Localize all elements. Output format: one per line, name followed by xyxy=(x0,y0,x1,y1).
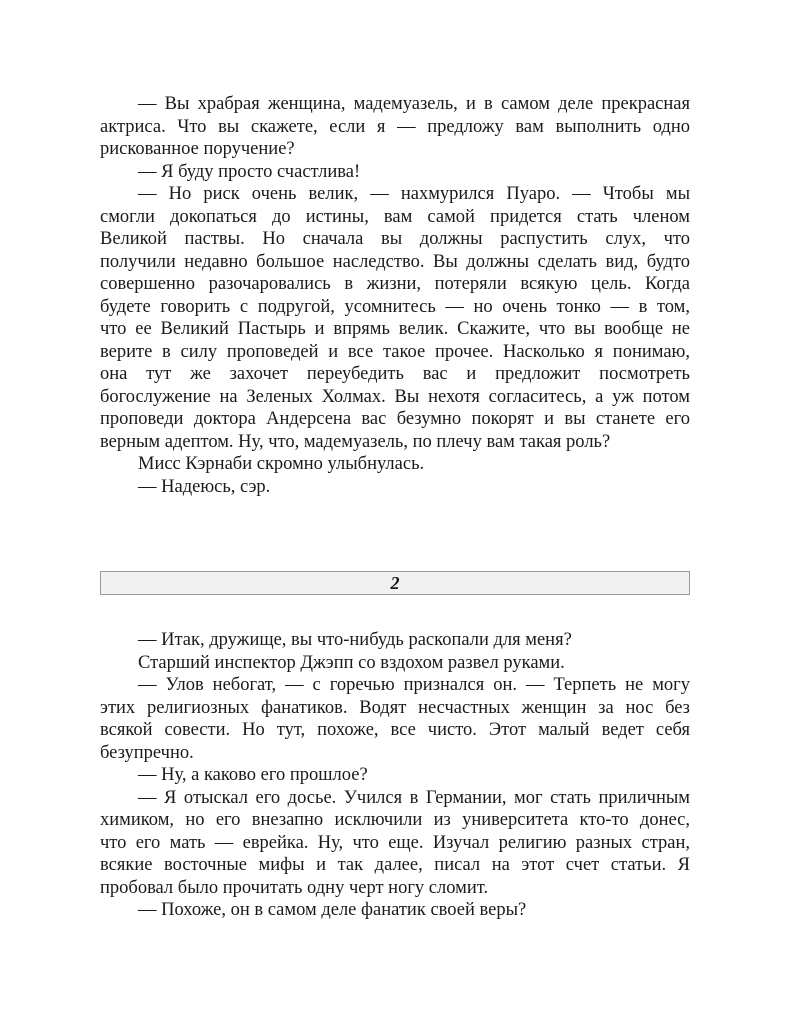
text-line: — Итак, дружище, вы что-нибудь раскопали для меня? xyxy=(138,630,572,650)
text-line: этих религиозных фанатиков. Водят несчастных женщин за нос без xyxy=(100,697,690,718)
text-line: Великой паствы. Но сначала вы должны распустить слух, что xyxy=(100,229,690,249)
text-line: всякой совести. Но тут, похоже, все чисто. Этот малый ведет себя xyxy=(100,720,690,740)
text-line: химиком, но его внезапно исключили из университета кто-то донес, xyxy=(100,810,690,830)
paragraph xyxy=(100,674,690,764)
text-line: проповеди доктора Андерсена вас безумно покорят и вы станете его xyxy=(100,409,690,429)
text-line: всякие восточные мифы и так далее, писал на этот счет статьи. Я xyxy=(100,855,690,875)
paragraph xyxy=(100,453,690,476)
text-line: смогли докопаться до истины, вам самой придется стать членом xyxy=(100,206,690,227)
text-line: — Ну, а каково его прошлое? xyxy=(138,765,368,785)
text-line: — Похоже, он в самом деле фанатик своей веры? xyxy=(138,900,527,920)
text-line: — Надеюсь, сэр. xyxy=(138,476,271,497)
text-line: будете говорить с подругой, усомнитесь — но очень тонко — в том, xyxy=(100,296,690,317)
chapter-heading xyxy=(100,571,690,595)
text-line: богослужение на Зеленых Холмах. Вы нехотя согласитесь, а уж потом xyxy=(100,386,690,407)
text-line: — Вы храбрая женщина, мадемуазель, и в самом деле прекрасная xyxy=(138,94,690,114)
text-line: актриса. Что вы скажете, если я — предложу вам выполнить одно xyxy=(100,116,690,137)
paragraph xyxy=(100,899,690,922)
text-line: совершенно разочаровались в жизни, потеряли всякую цель. Когда xyxy=(100,274,690,294)
text-line: верите в силу проповедей и все такое прочее. Насколько я понимаю, xyxy=(100,341,690,362)
text-line: что ее Великий Пастырь и впрямь велик. Скажите, что вы вообще не xyxy=(100,319,690,339)
paragraph xyxy=(100,787,690,900)
paragraph xyxy=(100,764,690,787)
text-line: верным адептом. Ну, что, мадемуазель, по плечу вам такая роль? xyxy=(100,431,611,452)
paragraph xyxy=(100,183,690,453)
paragraph xyxy=(100,161,690,184)
chapter-number: 2 xyxy=(390,573,400,593)
text-line: рискованное поручение? xyxy=(100,139,295,159)
text-line: — Улов небогат, — с горечью признался он. — Терпеть не могу xyxy=(138,675,690,695)
paragraph xyxy=(100,652,690,675)
text-line: Мисс Кэрнаби скромно улыбнулась. xyxy=(138,454,425,474)
text-line: — Но риск очень велик, — нахмурился Пуаро. — Чтобы мы xyxy=(138,184,690,204)
text-line: она тут же захочет переубедить вас и предложит посмотреть xyxy=(100,364,690,384)
paragraph xyxy=(100,93,690,161)
text-line: что его мать — еврейка. Ну, что еще. Изучал религию разных стран, xyxy=(100,832,690,853)
paragraph xyxy=(100,476,690,499)
text-line: безупречно. xyxy=(100,742,194,763)
text-line: пробовал было прочитать одну черт ногу сломит. xyxy=(100,877,489,898)
text-line: получили недавно большое наследство. Вы должны сделать вид, будто xyxy=(100,251,690,272)
text-line: — Я отыскал его досье. Учился в Германии, мог стать приличным xyxy=(138,787,690,808)
text-line: Старший инспектор Джэпп со вздохом развел руками. xyxy=(138,652,565,673)
text-section-2 xyxy=(100,629,690,922)
text-line: — Я буду просто счастлива! xyxy=(138,161,361,182)
text-section-1 xyxy=(100,93,690,498)
paragraph xyxy=(100,629,690,652)
